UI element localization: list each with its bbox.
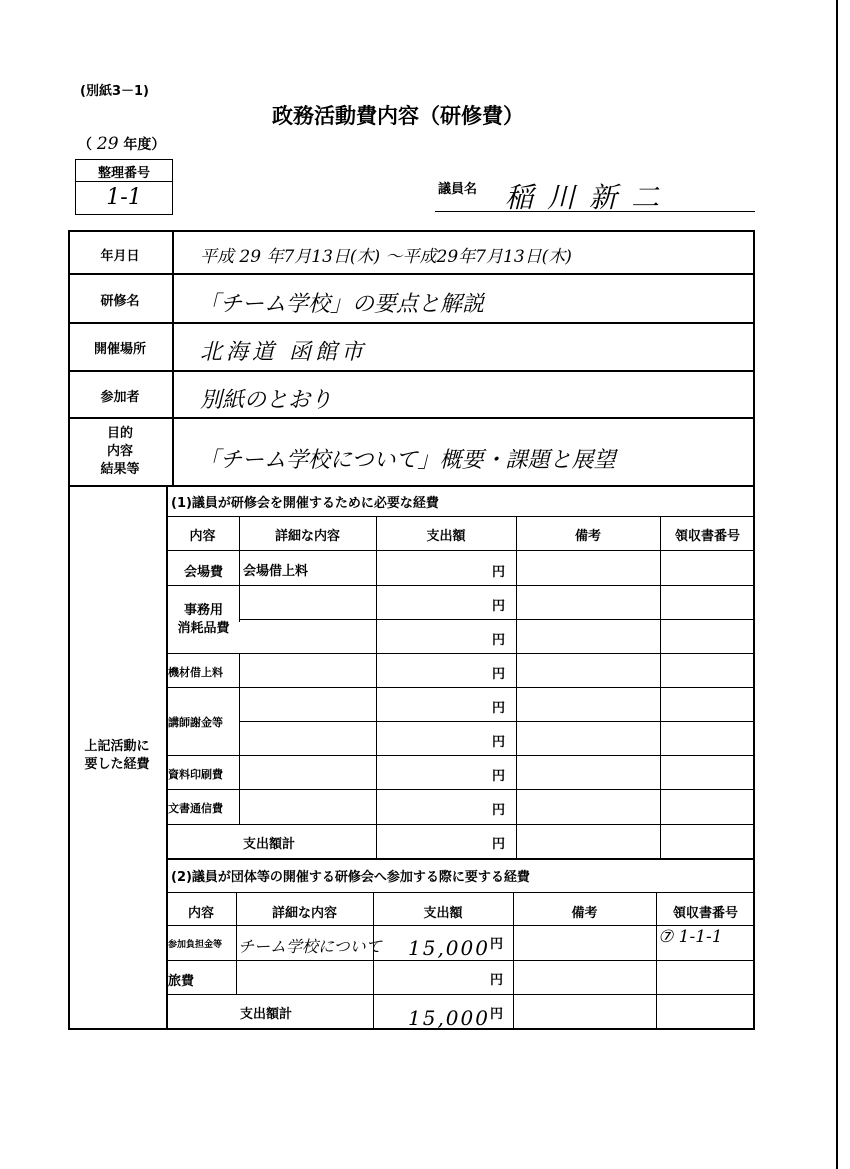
date-value: 平成 29 年7月13日(木) ～平成29年7月13日(木) [200, 247, 572, 267]
s2-total-yen: 円 [490, 1007, 504, 1022]
section1-title: (1)議員が研修会を開催するために必要な経費 [171, 496, 439, 511]
s2-total-label: 支出額計 [240, 1007, 293, 1022]
venue-value: 北海道 函館市 [200, 340, 367, 365]
s2-row-fee-receipt: ⑦ 1-1-1 [658, 927, 723, 947]
s1-header-category: 内容 [189, 529, 216, 544]
s1-row-venue-yen: 円 [492, 565, 506, 580]
s1-total-yen: 円 [492, 837, 506, 852]
s2-header-amount: 支出額 [423, 906, 463, 921]
s2-row-fee-detail: チーム学校について [238, 937, 382, 956]
s1-row-lecturer-yen-b: 円 [492, 735, 506, 750]
s1-row-printing-yen: 円 [492, 769, 506, 784]
s1-row-supplies-yen-b: 円 [492, 633, 506, 648]
s1-row-lecturer-yen-a: 円 [492, 701, 506, 716]
s1-row-supplies-category: 事務用 消耗品費 [177, 603, 230, 636]
training-name-label: 研修名 [100, 294, 140, 309]
s1-header-receipt: 領収書番号 [674, 529, 740, 544]
s1-row-equipment-yen: 円 [492, 667, 506, 682]
s1-row-postage-category: 文書通信費 [168, 802, 223, 815]
purpose-label: 目的 内容 結果等 [100, 426, 140, 477]
date-label: 年月日 [100, 249, 140, 264]
s1-row-printing-category: 資料印刷費 [168, 768, 223, 781]
s2-row-fee-yen: 円 [490, 937, 504, 952]
member-label: 議員名 [438, 182, 478, 197]
s2-row-fee-category: 参加負担金等 [168, 940, 223, 950]
s2-total-amount: 15,000 [408, 1006, 490, 1030]
venue-label: 開催場所 [93, 342, 146, 357]
participants-value: 別紙のとおり [200, 388, 333, 413]
s1-total-label: 支出額計 [243, 837, 296, 852]
s1-header-remarks: 備考 [574, 529, 601, 544]
fiscal-year: （ 29 年度） [78, 134, 166, 154]
participants-label: 参加者 [100, 390, 140, 405]
purpose-value: 「チーム学校について」概要・課題と展望 [198, 448, 616, 473]
s1-header-amount: 支出額 [426, 529, 466, 544]
serial-label: 整理番号 [97, 166, 150, 181]
s2-header-remarks: 備考 [571, 906, 598, 921]
expense-side-label: 上記活動に 要した経費 [84, 739, 150, 772]
section2-title: (2)議員が団体等の開催する研修会へ参加する際に要する経費 [171, 870, 530, 885]
s2-header-detail: 詳細な内容 [271, 906, 337, 921]
scan-edge [836, 0, 838, 1169]
serial-value: 1-1 [106, 185, 142, 210]
s2-row-fee-amount: 15,000 [408, 936, 490, 960]
fiscal-year-value: 29 [96, 134, 119, 154]
attachment-label: (別紙3－1) [80, 84, 149, 99]
s1-row-venue-detail: 会場借上料 [243, 564, 309, 579]
member-name: 稲川新二 [505, 181, 674, 214]
s2-row-travel-yen: 円 [490, 973, 504, 988]
s1-row-supplies-yen-a: 円 [492, 599, 506, 614]
s1-row-equipment-category: 機材借上料 [168, 666, 223, 679]
s1-row-venue-category: 会場費 [183, 565, 223, 580]
s2-header-receipt: 領収書番号 [672, 906, 738, 921]
s1-header-detail: 詳細な内容 [274, 529, 340, 544]
s2-header-category: 内容 [187, 906, 214, 921]
s1-row-lecturer-category: 講師謝金等 [168, 716, 223, 729]
page-title: 政務活動費内容（研修費） [272, 104, 524, 128]
s2-row-travel-category: 旅費 [168, 974, 195, 989]
training-name-value: 「チーム学校」の要点と解説 [198, 292, 485, 317]
s1-row-postage-yen: 円 [492, 803, 506, 818]
